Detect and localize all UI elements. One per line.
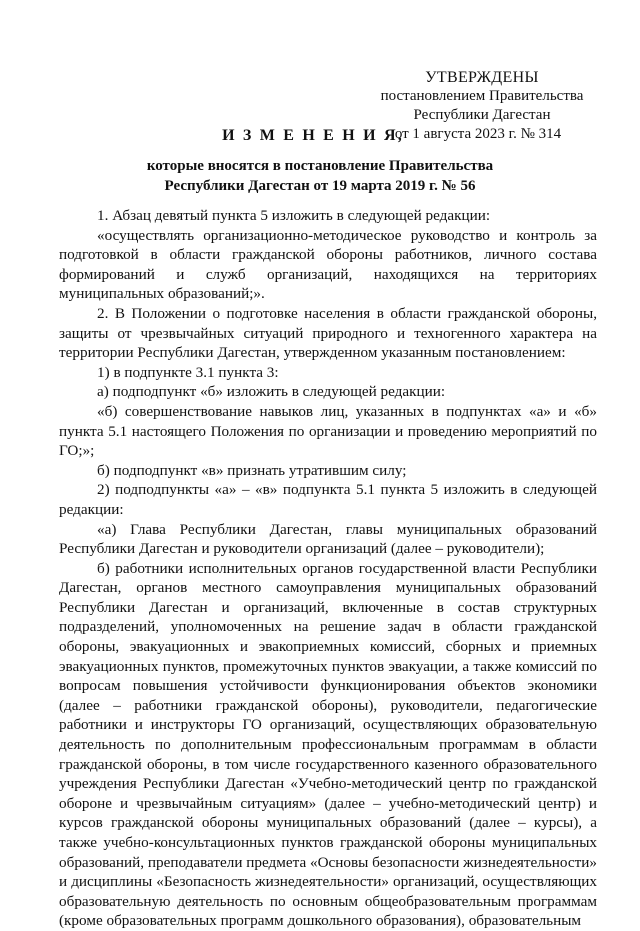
paragraph: б) подподпункт «в» признать утратившим силу; [97,461,407,479]
approval-line-2: Республики Дагестан [413,107,551,123]
document-body [59,206,597,931]
paragraph: 1) в подпункте 3.1 пункта 3: [97,363,279,381]
paragraph: «б) совершенствование навыков лиц, указанных в подпунктах «а» и «б» пункта 5.1 настоящего Положения по организации и проведению мероприятий по ГО;»; [59,402,597,460]
paragraph: 2) подподпункты «а» – «в» подпункта 5.1 пункта 5 изложить в следующей редакции: [59,481,597,518]
paragraph: 1. Абзац девятый пункта 5 изложить в следующей редакции: [97,207,491,224]
document-heading [60,126,580,196]
approval-line-1: постановлением Правительства [380,88,584,104]
heading-subtitle-line-2: Республики Дагестан от 19 марта 2019 г. № 56 [164,178,476,194]
paragraph: б) работники исполнительных органов государственной власти Республики Дагестан, органов местного самоуправления муниципальных образований Республики Дагестан и организаций, включенные в состав структурных подразделений, уполномоченных на решение задач в области гражданской обороны, эвакуационных и эвакоприемных комиссий, сборных и приемных эвакуационных пунктов, промежуточных пунктов эвакуации, а также комиссий по вопросам повышения устойчивости функционирования объектов экономики (далее – работники гражданской обороны), руководители, педагогические работники и инструкторы ГО организаций, осуществляющих образовательную деятельность по дополнительным профессиональным программам в области гражданской обороны, в том числе государственного казенного образовательного учреждения Республики Дагестан «Учебно-методический центр по гражданской обороне и чрезвычайным ситуациям» (далее – учебно-методический центр) и курсов гражданской обороны муниципальных образований (далее – курсы), а также учебно-консультационных пунктов гражданской обороны муниципальных образований, преподаватели предмета «Основы безопасности жизнедеятельности» и дисциплины «Безопасность жизнедеятельности» организаций, осуществляющих образовательную деятельность по основным общеобразовательным программам (кроме образовательных программ дошкольного образования), образовательным [59,559,597,930]
heading-title: И З М Е Н Е Н И Я, [222,127,404,144]
approval-date: от 1 августа 2023 г. № 314 [394,126,562,142]
paragraph: «осуществлять организационно-методическое руководство и контроль за подготовкой в области гражданской обороны работников, личного состава формирований и служб организаций, находящихся на территориях муниципальных образований;». [59,226,597,303]
paragraph: а) подподпункт «б» изложить в следующей редакции: [97,383,446,401]
approval-title: УТВЕРЖДЕНЫ [425,69,539,86]
paragraph: 2. В Положении о подготовке населения в области гражданской обороны, защиты от чрезвычайных ситуаций природного и техногенного характера на территории Республики Дагестан, утвержденном указанным постановлением: [59,304,597,362]
paragraph: «а) Глава Республики Дагестан, главы муниципальных образований Республики Дагестан и руководители организаций (далее – руководители); [59,520,597,558]
heading-subtitle-line-1: которые вносятся в постановление Правительства [146,158,494,174]
